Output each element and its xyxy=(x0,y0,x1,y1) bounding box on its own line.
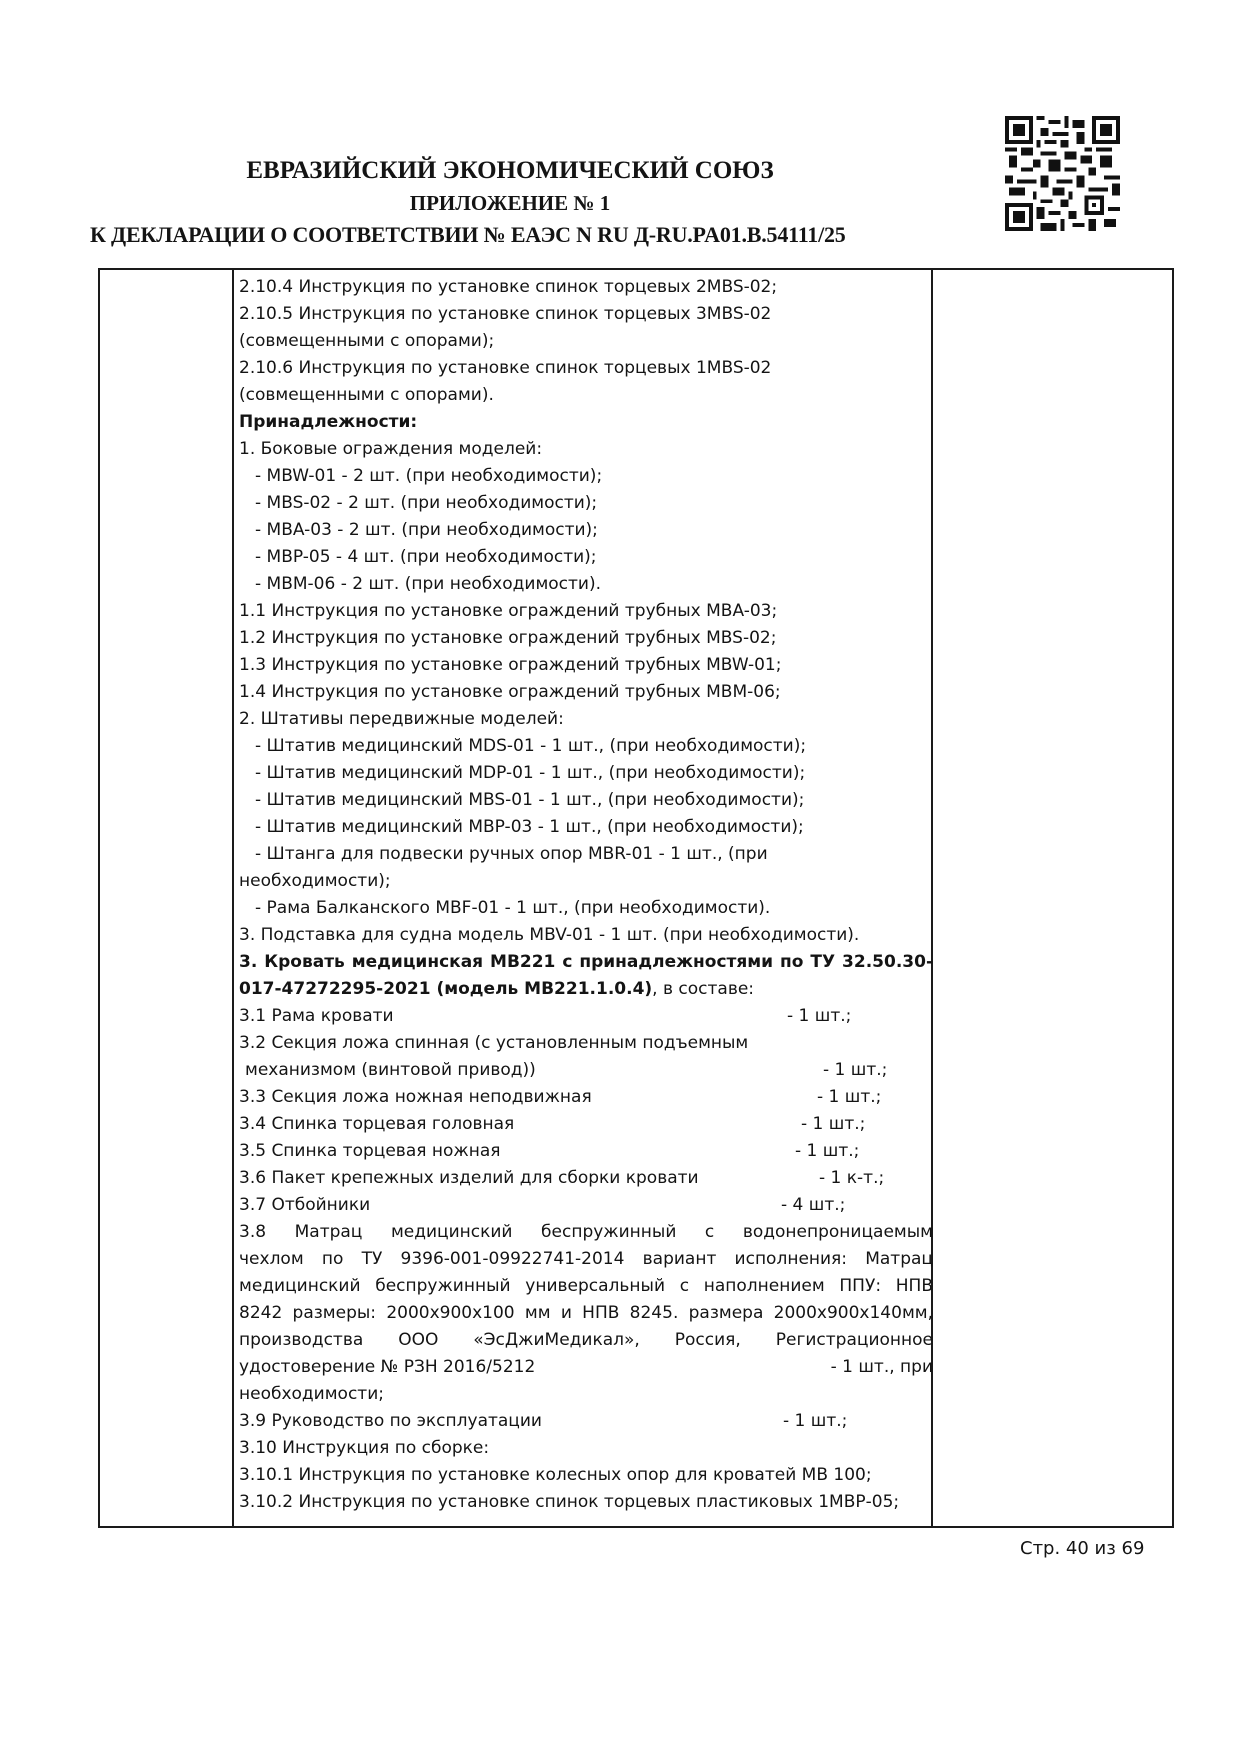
section-heading: 3. Кровать медицинская МВ221 с принадлежностями по ТУ 32.50.30- xyxy=(239,952,933,972)
list-item: 1.1 Инструкция по установке ограждений трубных MBA-03; xyxy=(239,601,778,621)
list-item: 3.2 Секция ложа спинная (с установленным подъемным xyxy=(239,1033,749,1053)
item-quantity: - 1 шт.; xyxy=(823,1060,888,1080)
list-item: 3.10 Инструкция по сборке: xyxy=(239,1438,490,1458)
paragraph-line: чехлом по ТУ 9396-001-09922741-2014 вариант исполнения: Матрац xyxy=(239,1249,933,1269)
item-quantity: - 1 к-т.; xyxy=(819,1168,885,1188)
item-name: 3.5 Спинка торцевая ножная xyxy=(239,1141,501,1161)
paragraph-line: медицинский беспружинный универсальный с наполнением ППУ: НПВ xyxy=(239,1276,933,1296)
union-title: ЕВРАЗИЙСКИЙ ЭКОНОМИЧЕСКИЙ СОЮЗ xyxy=(246,157,774,184)
list-item: - Штанга для подвески ручных опор MBR-01 - 1 шт., (при xyxy=(255,844,768,864)
item-quantity: - 1 шт.; xyxy=(783,1411,848,1431)
table-column-left xyxy=(100,270,232,1526)
list-item xyxy=(239,1057,933,1084)
model-designation: 017-47272295-2021 (модель МВ221.1.0.4) xyxy=(239,979,653,999)
list-item: - Штатив медицинский MBP-03 - 1 шт., (при необходимости); xyxy=(255,817,804,837)
list-item xyxy=(239,1192,933,1219)
declaration-title: К ДЕКЛАРАЦИИ О СООТВЕТСТВИИ № ЕАЭС N RU Д-RU.PA01.B.54111/25 xyxy=(90,222,846,247)
list-item xyxy=(239,1003,933,1030)
item-name: 3.6 Пакет крепежных изделий для сборки кровати xyxy=(239,1168,699,1188)
list-item: 3.10.2 Инструкция по установке спинок торцевых пластиковых 1МВР-05; xyxy=(239,1492,900,1512)
item-quantity: - 4 шт.; xyxy=(781,1195,846,1215)
list-item: 1. Боковые ограждения моделей: xyxy=(239,439,543,459)
paragraph-line: 8242 размеры: 2000х900х100 мм и НПВ 8245. размера 2000х900х140мм, xyxy=(239,1303,933,1323)
list-item: - MBP-05 - 4 шт. (при необходимости); xyxy=(255,547,597,567)
list-item: - Штатив медицинский MDS-01 - 1 шт., (при необходимости); xyxy=(255,736,807,756)
item-name: 3.3 Секция ложа ножная неподвижная xyxy=(239,1087,592,1107)
item-quantity: - 1 шт.; xyxy=(795,1141,860,1161)
list-item xyxy=(239,1138,933,1165)
list-item: 1.2 Инструкция по установке ограждений трубных MBS-02; xyxy=(239,628,777,648)
list-item: 1.4 Инструкция по установке ограждений трубных MBM-06; xyxy=(239,682,781,702)
declaration-table xyxy=(98,268,1174,1528)
list-item: 3.10.1 Инструкция по установке колесных опор для кроватей МВ 100; xyxy=(239,1465,872,1485)
list-item: необходимости); xyxy=(239,871,391,891)
column-divider xyxy=(232,270,234,1526)
list-item xyxy=(239,1408,933,1435)
table-column-content xyxy=(239,274,933,1516)
item-quantity: - 1 шт.; xyxy=(801,1114,866,1134)
list-item: - MBW-01 - 2 шт. (при необходимости); xyxy=(255,466,603,486)
list-item xyxy=(239,1165,933,1192)
item-quantity: - 1 шт., при xyxy=(830,1357,933,1377)
list-item xyxy=(239,976,933,1003)
item-name: 3.7 Отбойники xyxy=(239,1195,371,1215)
list-item: (совмещенными с опорами); xyxy=(239,331,495,351)
item-quantity: - 1 шт.; xyxy=(787,1006,852,1026)
list-item: - Штатив медицинский MBS-01 - 1 шт., (при необходимости); xyxy=(255,790,805,810)
list-item: (совмещенными с опорами). xyxy=(239,385,494,405)
list-item: 2.10.5 Инструкция по установке спинок торцевых 3MBS-02 xyxy=(239,304,772,324)
item-name: 3.4 Спинка торцевая головная xyxy=(239,1114,515,1134)
list-item: 2. Штативы передвижные моделей: xyxy=(239,709,564,729)
list-item xyxy=(239,1084,933,1111)
table-column-right xyxy=(933,270,1172,1526)
paragraph-line: производства ООО «ЭсДжиМедикал», Россия, Регистрационное xyxy=(239,1330,933,1350)
item-name: механизмом (винтовой привод)) xyxy=(245,1060,536,1080)
paragraph-line xyxy=(239,1354,933,1381)
list-item: - MBA-03 - 2 шт. (при необходимости); xyxy=(255,520,598,540)
list-item: 2.10.6 Инструкция по установке спинок торцевых 1MBS-02 xyxy=(239,358,772,378)
page-number: Стр. 40 из 69 xyxy=(1020,1538,1145,1559)
item-name: 3.1 Рама кровати xyxy=(239,1006,394,1026)
list-item: 2.10.4 Инструкция по установке спинок торцевых 2MBS-02; xyxy=(239,277,778,297)
list-item: - Рама Балканского MBF-01 - 1 шт., (при необходимости). xyxy=(255,898,771,918)
list-item: - Штатив медицинский MDP-01 - 1 шт., (при необходимости); xyxy=(255,763,806,783)
list-item: 3. Подставка для судна модель MBV-01 - 1 шт. (при необходимости). xyxy=(239,925,860,945)
item-quantity: - 1 шт.; xyxy=(817,1087,882,1107)
certificate-number: удостоверение № РЗН 2016/5212 xyxy=(239,1357,536,1377)
section-heading: Принадлежности: xyxy=(239,412,418,432)
paragraph-line: 3.8 Матрац медицинский беспружинный с водонепроницаемым xyxy=(239,1222,933,1242)
document-header xyxy=(60,158,960,246)
list-item xyxy=(239,1111,933,1138)
list-item: 1.3 Инструкция по установке ограждений трубных MBW-01; xyxy=(239,655,782,675)
item-name: 3.9 Руководство по эксплуатации xyxy=(239,1411,542,1431)
paragraph-line: необходимости; xyxy=(239,1384,384,1404)
composition-label: , в составе: xyxy=(652,979,755,999)
qr-code-icon xyxy=(1005,116,1120,231)
list-item: - MBM-06 - 2 шт. (при необходимости). xyxy=(255,574,602,594)
list-item: - MBS-02 - 2 шт. (при необходимости); xyxy=(255,493,598,513)
appendix-title: ПРИЛОЖЕНИЕ № 1 xyxy=(409,191,611,215)
